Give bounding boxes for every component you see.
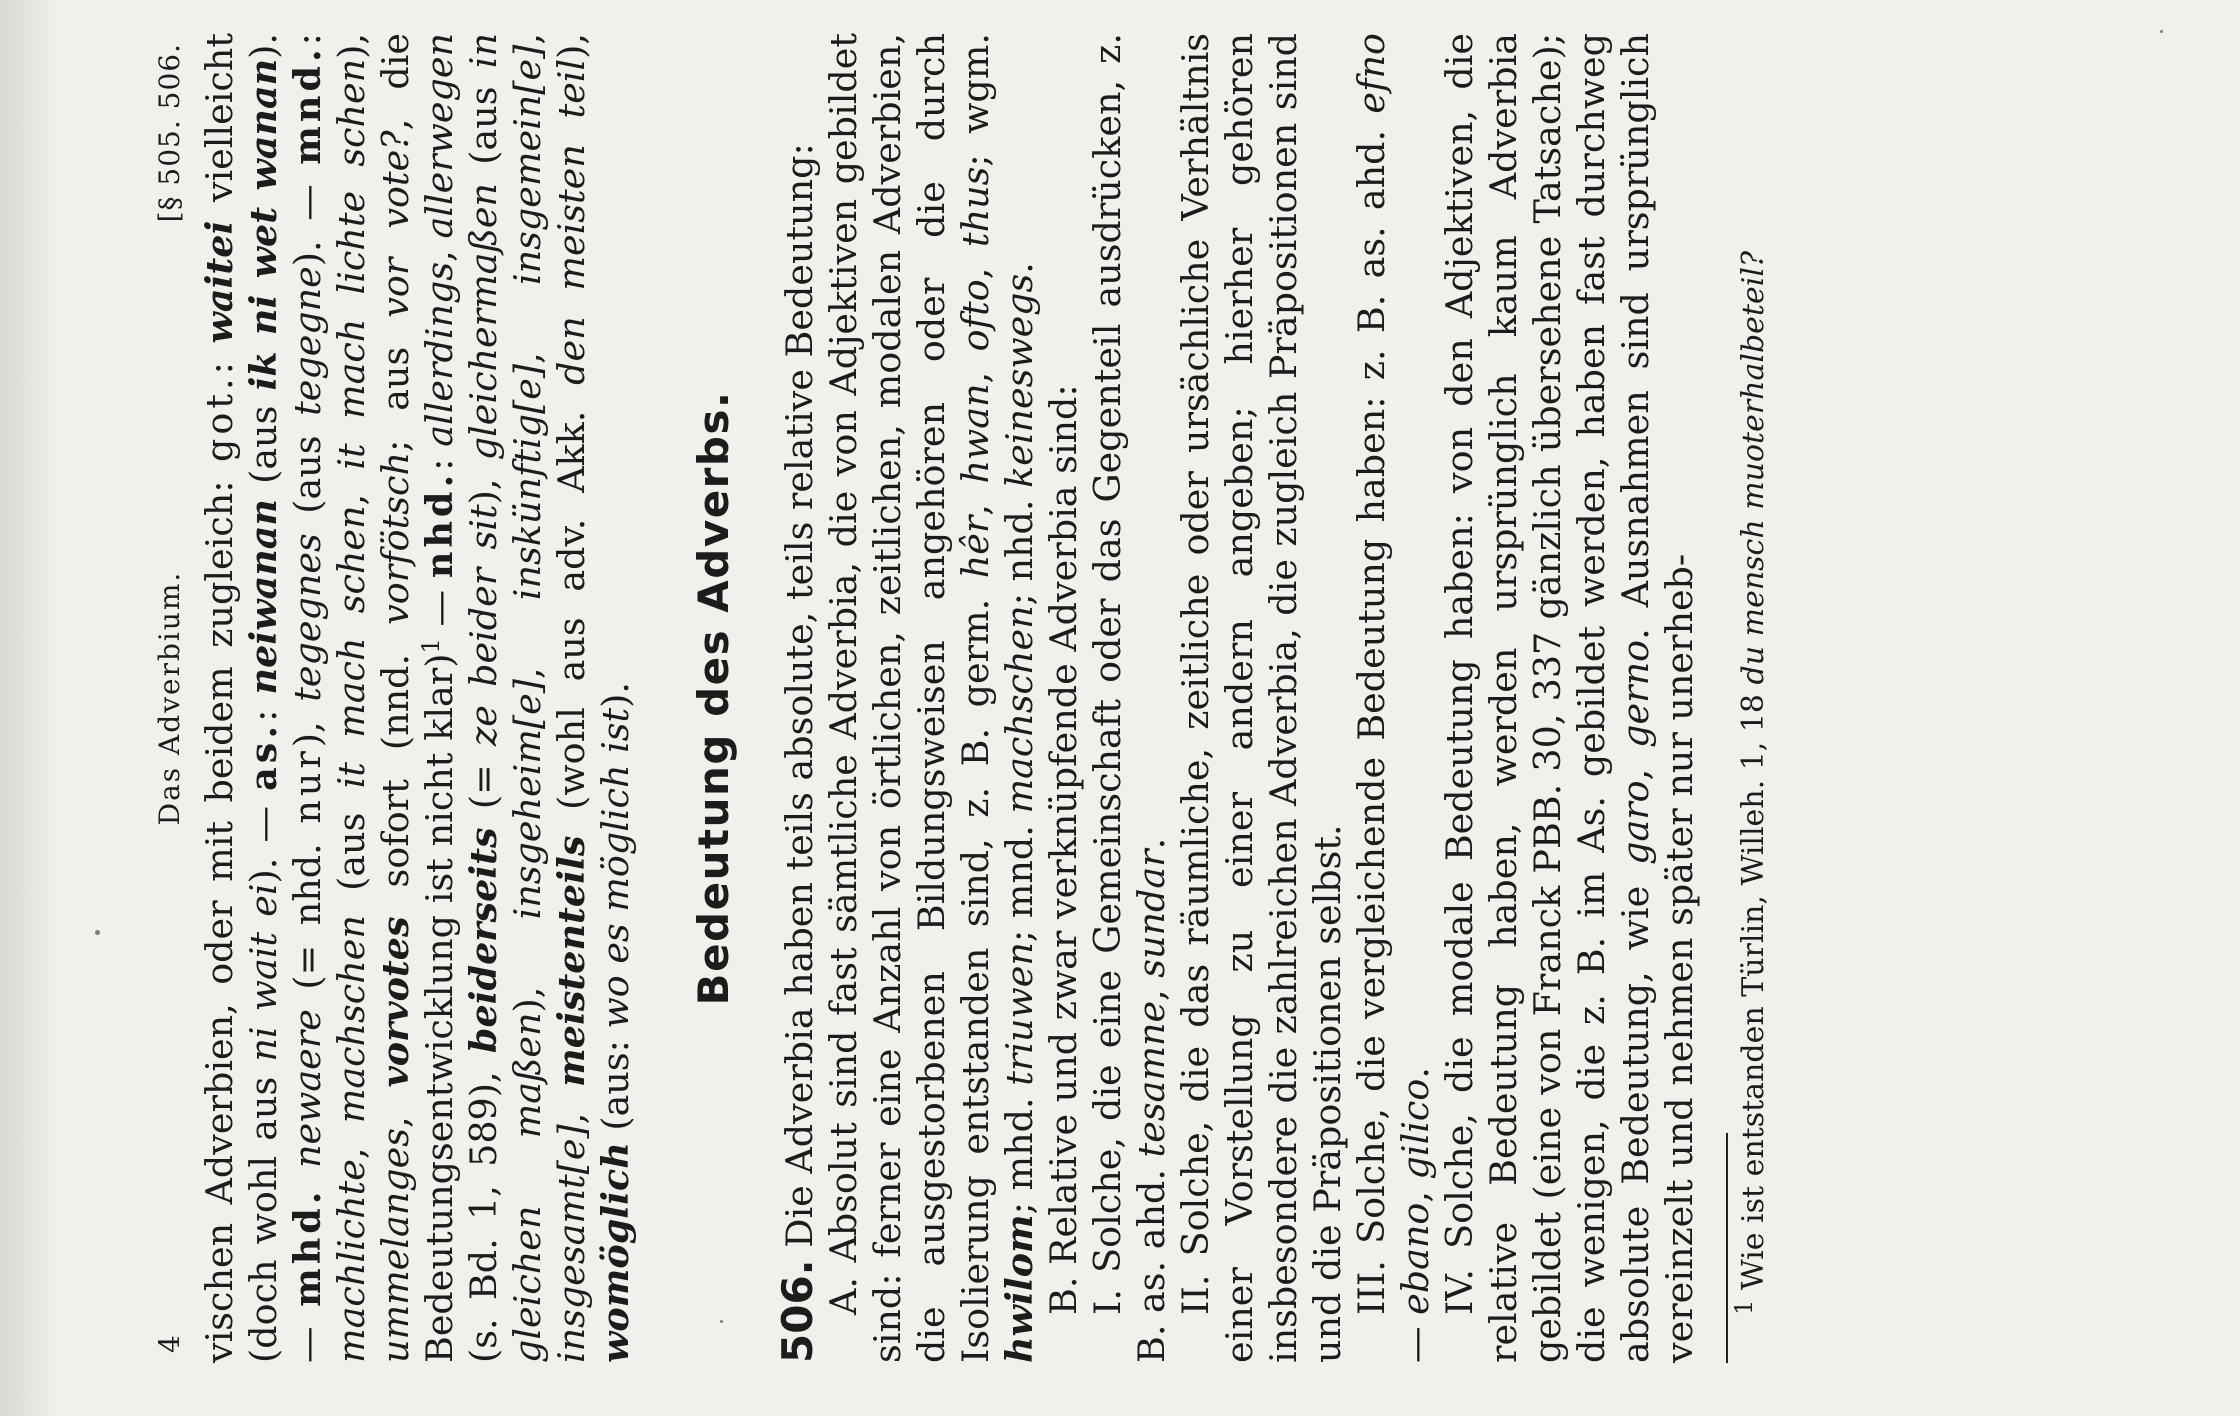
scan-speck	[95, 930, 100, 935]
section-range: [§ 505. 506.	[153, 43, 186, 223]
item-b-ii: II. Solche, die das räumliche, zeitliche oder ursächliche Verhältnis einer Vorstellung zu einer andern angeben; hierher gehören insbesondere die zahlreichen Adverbia, die zugleich Präpositionen sind und die Präpositionen selbst.	[1174, 33, 1349, 1363]
section-heading: Bedeutung des Adverbs.	[689, 390, 738, 1006]
footnote: $^1$ Wie ist entstanden Türlin, Willeh. 1, 18 du mensch muoterhalbeteil?	[1730, 250, 1771, 1315]
item-b-iii: III. Solche, die vergleichende Bedeutung haben: z. B. as. ahd. efno — ebano, gilico.	[1350, 33, 1437, 1363]
footnote-rule	[1726, 1133, 1728, 1363]
page-number: 4	[153, 1334, 186, 1353]
section-number: 506.	[773, 1259, 822, 1363]
item-a-absolute: A. Absolut sind fast sämtliche Adverbia, die von Adjektiven gebildet sind: ferner eine Anzahl von örtlichen, zeitlichen, modalen Adverbien, die ausgestorbenen Bildungsweisen angehören oder die durch Isolierung entstanden sind, z. B. germ. hêr, hwan, ofto, thus; wgm. hwilom; mhd. triuwen; mnd. machschen; nhd. keineswegs.	[822, 33, 1041, 1363]
scan-edge-shadow	[0, 0, 60, 1416]
running-title: Das Adverbium.	[153, 570, 186, 826]
paragraph-506-intro: 506. Die Adverbia haben teils absolute, teils relative Bedeutung:	[773, 143, 822, 1363]
running-head	[138, 33, 198, 1363]
item-b-i: I. Solche, die eine Gemeinschaft oder das Gegenteil ausdrücken, z. B. as. ahd. tesamne, sundar.	[1086, 33, 1173, 1363]
book-page	[138, 33, 2188, 1363]
item-b-iv: IV. Solche, die modale Bedeutung haben: von den Adjektiven, die relative Bedeutung haben, werden ursprünglich kaum Adverbia gebildet (eine von Franck PBB. 30, 337 gänzlich übersehene Tatsache); die wenigen, die z. B. im As. gebildet werden, haben fast durchweg absolute Bedeutung, wie garo, gerno. Ausnahmen sind ursprünglich vereinzelt und nehmen später nur unerheb-	[1438, 33, 1701, 1363]
item-b-relative: B. Relative und zwar verknüpfende Adverbia sind:	[1042, 384, 1085, 1315]
paragraph-505-continuation: vischen Adverbien, oder mit beidem zugleich: got.: waitei vielleicht (doch wohl aus ni wait ei). — as.: neiwanan (aus ik ni wet wanan). — mhd. newaere (= nhd. nur), tegegnes (aus tegegne). — mnd.: machlichte, machschen (aus it mach schen, it mach lichte schen), ummelanges, vorvotes sofort (nnd. vorfötsch; aus vor vote?, die Bedeutungsentwicklung ist nicht klar)$^1$ — nhd.: allerdings, allerwegen (s. Bd. 1, 589), beiderseits (= ze beider sit), gleichermaßen (aus in gleichen maßen), insgeheim[e], inskünftig[e], insgemein[e], insgesamt[e], meistenteils (wohl aus adv. Akk. den meisten teil), womöglich (aus: wo es möglich ist).	[198, 32, 637, 1363]
